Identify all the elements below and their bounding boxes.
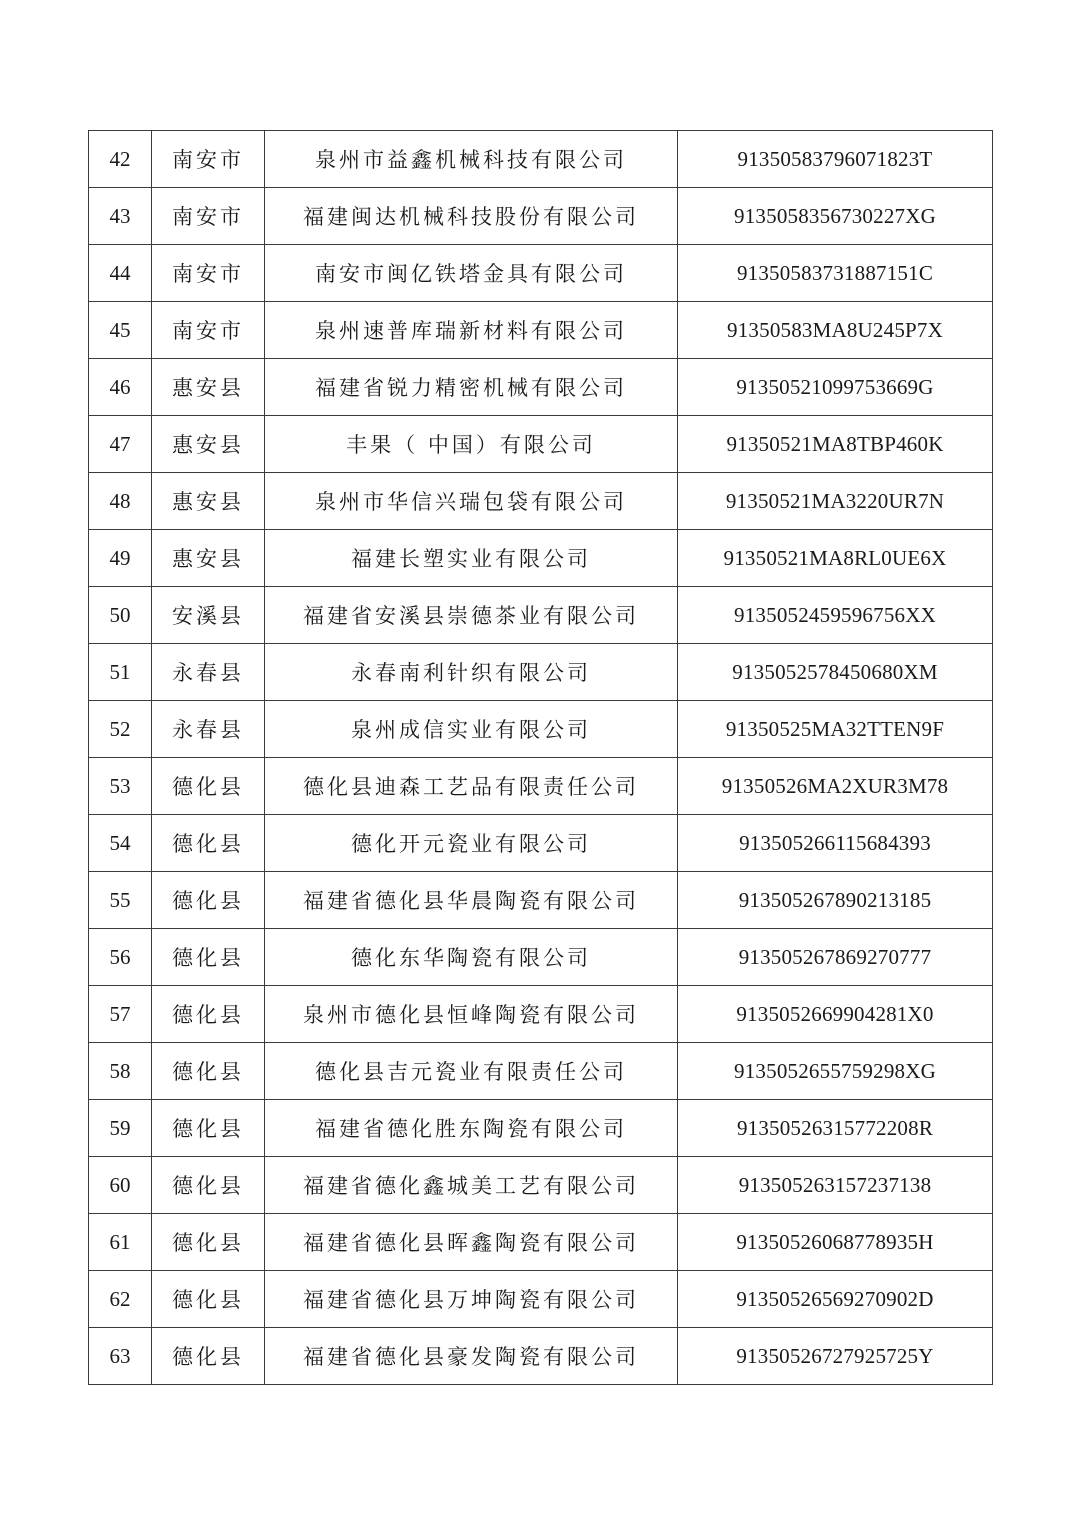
region-cell: 惠安县: [152, 473, 265, 530]
region-cell: 南安市: [152, 188, 265, 245]
credit-code-cell: 91350583731887151C: [678, 245, 993, 302]
company-name-cell: 福建省德化县豪发陶瓷有限公司: [265, 1328, 678, 1385]
table-row: [89, 986, 993, 1043]
company-name-cell: 泉州市华信兴瑞包袋有限公司: [265, 473, 678, 530]
credit-code-cell: 91350525MA32TTEN9F: [678, 701, 993, 758]
table-row: [89, 416, 993, 473]
row-number: 60: [89, 1157, 152, 1214]
row-number: 52: [89, 701, 152, 758]
company-name-cell: 泉州市德化县恒峰陶瓷有限公司: [265, 986, 678, 1043]
company-name-cell: 泉州速普库瑞新材料有限公司: [265, 302, 678, 359]
company-name-cell: 泉州成信实业有限公司: [265, 701, 678, 758]
region-cell: 南安市: [152, 131, 265, 188]
credit-code-cell: 91350583796071823T: [678, 131, 993, 188]
table-row: [89, 644, 993, 701]
credit-code-cell: 9135058356730227XG: [678, 188, 993, 245]
region-cell: 永春县: [152, 701, 265, 758]
company-name-cell: 永春南利针织有限公司: [265, 644, 678, 701]
row-number: 62: [89, 1271, 152, 1328]
table-row: [89, 530, 993, 587]
company-name-cell: 福建省安溪县崇德茶业有限公司: [265, 587, 678, 644]
region-cell: 德化县: [152, 1043, 265, 1100]
region-cell: 德化县: [152, 1214, 265, 1271]
table-row: [89, 587, 993, 644]
company-name-cell: 福建长塑实业有限公司: [265, 530, 678, 587]
region-cell: 德化县: [152, 1100, 265, 1157]
region-cell: 南安市: [152, 245, 265, 302]
row-number: 50: [89, 587, 152, 644]
table-row: [89, 1271, 993, 1328]
table-row: [89, 131, 993, 188]
row-number: 57: [89, 986, 152, 1043]
credit-code-cell: 91350521MA8TBP460K: [678, 416, 993, 473]
row-number: 48: [89, 473, 152, 530]
row-number: 55: [89, 872, 152, 929]
region-cell: 德化县: [152, 815, 265, 872]
credit-code-cell: 91350521MA3220UR7N: [678, 473, 993, 530]
company-list-table: [88, 130, 993, 1385]
company-name-cell: 福建省德化县晖鑫陶瓷有限公司: [265, 1214, 678, 1271]
company-name-cell: 德化开元瓷业有限公司: [265, 815, 678, 872]
row-number: 53: [89, 758, 152, 815]
region-cell: 德化县: [152, 1157, 265, 1214]
row-number: 54: [89, 815, 152, 872]
region-cell: 德化县: [152, 758, 265, 815]
region-cell: 永春县: [152, 644, 265, 701]
region-cell: 德化县: [152, 872, 265, 929]
row-number: 61: [89, 1214, 152, 1271]
company-name-cell: 德化县迪森工艺品有限责任公司: [265, 758, 678, 815]
table-row: [89, 245, 993, 302]
credit-code-cell: 9135052669904281X0: [678, 986, 993, 1043]
table-row: [89, 872, 993, 929]
credit-code-cell: 91350521MA8RL0UE6X: [678, 530, 993, 587]
credit-code-cell: 9135052578450680XM: [678, 644, 993, 701]
company-name-cell: 德化县吉元瓷业有限责任公司: [265, 1043, 678, 1100]
credit-code-cell: 91350526MA2XUR3M78: [678, 758, 993, 815]
table-row: [89, 1157, 993, 1214]
row-number: 47: [89, 416, 152, 473]
table-row: [89, 701, 993, 758]
company-name-cell: 福建省锐力精密机械有限公司: [265, 359, 678, 416]
row-number: 42: [89, 131, 152, 188]
region-cell: 惠安县: [152, 359, 265, 416]
credit-code-cell: 913505266115684393: [678, 815, 993, 872]
table-row: [89, 1043, 993, 1100]
table-row: [89, 1328, 993, 1385]
table-row: [89, 815, 993, 872]
row-number: 44: [89, 245, 152, 302]
table-row: [89, 302, 993, 359]
credit-code-cell: 91350526068778935H: [678, 1214, 993, 1271]
row-number: 56: [89, 929, 152, 986]
row-number: 46: [89, 359, 152, 416]
credit-code-cell: 913505267890213185: [678, 872, 993, 929]
credit-code-cell: 91350526315772208R: [678, 1100, 993, 1157]
company-name-cell: 德化东华陶瓷有限公司: [265, 929, 678, 986]
region-cell: 南安市: [152, 302, 265, 359]
region-cell: 德化县: [152, 929, 265, 986]
row-number: 51: [89, 644, 152, 701]
row-number: 43: [89, 188, 152, 245]
credit-code-cell: 9135052459596756XX: [678, 587, 993, 644]
region-cell: 德化县: [152, 986, 265, 1043]
region-cell: 德化县: [152, 1271, 265, 1328]
region-cell: 德化县: [152, 1328, 265, 1385]
table-row: [89, 473, 993, 530]
credit-code-cell: 91350526569270902D: [678, 1271, 993, 1328]
company-name-cell: 丰果（ 中国）有限公司: [265, 416, 678, 473]
table-row: [89, 1100, 993, 1157]
table-body: [89, 131, 993, 1385]
row-number: 49: [89, 530, 152, 587]
credit-code-cell: 913505267869270777: [678, 929, 993, 986]
table-row: [89, 929, 993, 986]
table-row: [89, 188, 993, 245]
table-row: [89, 1214, 993, 1271]
region-cell: 惠安县: [152, 530, 265, 587]
row-number: 45: [89, 302, 152, 359]
row-number: 59: [89, 1100, 152, 1157]
row-number: 58: [89, 1043, 152, 1100]
credit-code-cell: 9135052655759298XG: [678, 1043, 993, 1100]
company-name-cell: 福建省德化县华晨陶瓷有限公司: [265, 872, 678, 929]
credit-code-cell: 91350521099753669G: [678, 359, 993, 416]
credit-code-cell: 91350583MA8U245P7X: [678, 302, 993, 359]
table-row: [89, 758, 993, 815]
company-name-cell: 泉州市益鑫机械科技有限公司: [265, 131, 678, 188]
company-name-cell: 南安市闽亿铁塔金具有限公司: [265, 245, 678, 302]
table-row: [89, 359, 993, 416]
company-name-cell: 福建省德化胜东陶瓷有限公司: [265, 1100, 678, 1157]
row-number: 63: [89, 1328, 152, 1385]
company-name-cell: 福建省德化鑫城美工艺有限公司: [265, 1157, 678, 1214]
company-name-cell: 福建闽达机械科技股份有限公司: [265, 188, 678, 245]
region-cell: 安溪县: [152, 587, 265, 644]
credit-code-cell: 913505263157237138: [678, 1157, 993, 1214]
company-name-cell: 福建省德化县万坤陶瓷有限公司: [265, 1271, 678, 1328]
credit-code-cell: 91350526727925725Y: [678, 1328, 993, 1385]
region-cell: 惠安县: [152, 416, 265, 473]
